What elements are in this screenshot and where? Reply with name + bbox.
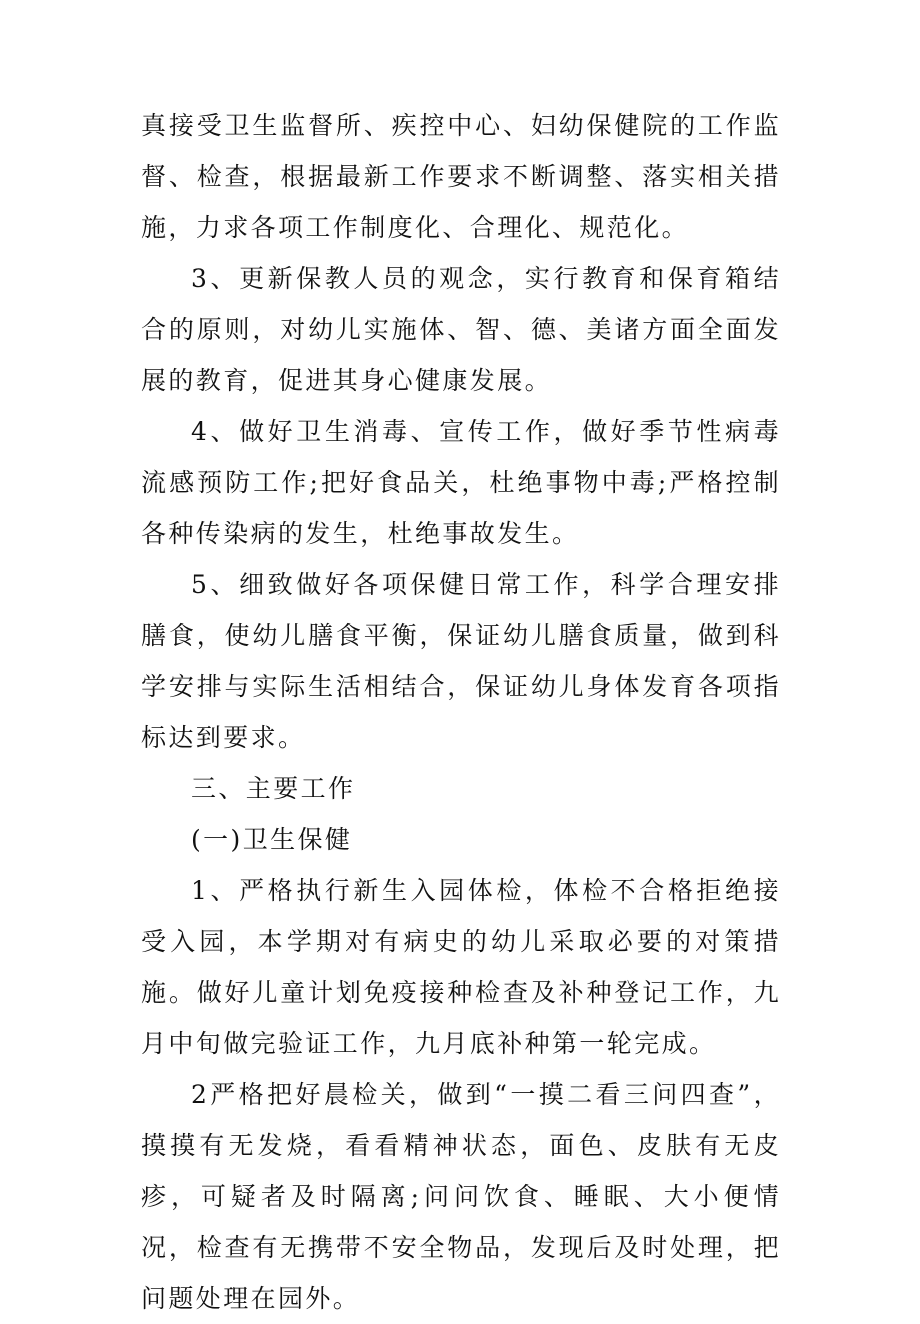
subsection-heading-health-care: (一)卫生保健 bbox=[191, 825, 353, 854]
document-body bbox=[141, 100, 781, 1324]
section-heading-main-work: 三、主要工作 bbox=[191, 774, 356, 803]
paragraph-item-5: 5、细致做好各项保健日常工作，科学合理安排膳食，使幼儿膳食平衡，保证幼儿膳食质量，做到科学安排与实际生活相结合，保证幼儿身体发育各项指标达到要求。 bbox=[141, 570, 781, 752]
paragraph-item-4: 4、做好卫生消毒、宣传工作，做好季节性病毒流感预防工作;把好食品关，杜绝事物中毒;严格控制各种传染病的发生，杜绝事故发生。 bbox=[141, 417, 781, 548]
paragraph-item-3: 3、更新保教人员的观念，实行教育和保育箱结合的原则，对幼儿实施体、智、德、美诸方面全面发展的教育，促进其身心健康发展。 bbox=[141, 264, 781, 395]
paragraph-health-item-2: 2严格把好晨检关，做到“一摸二看三问四查”，摸摸有无发烧，看看精神状态，面色、皮肤有无皮疹，可疑者及时隔离;问问饮食、睡眠、大小便情况，检查有无携带不安全物品，发现后及时处理，把问题处理在园外。 bbox=[141, 1080, 781, 1313]
paragraph-health-item-1: 1、严格执行新生入园体检，体检不合格拒绝接受入园，本学期对有病史的幼儿采取必要的对策措施。做好儿童计划免疫接种检查及补种登记工作，九月中旬做完验证工作，九月底补种第一轮完成。 bbox=[141, 876, 781, 1058]
paragraph-continuation: 真接受卫生监督所、疾控中心、妇幼保健院的工作监督、检查，根据最新工作要求不断调整、落实相关措施，力求各项工作制度化、合理化、规范化。 bbox=[141, 111, 781, 242]
